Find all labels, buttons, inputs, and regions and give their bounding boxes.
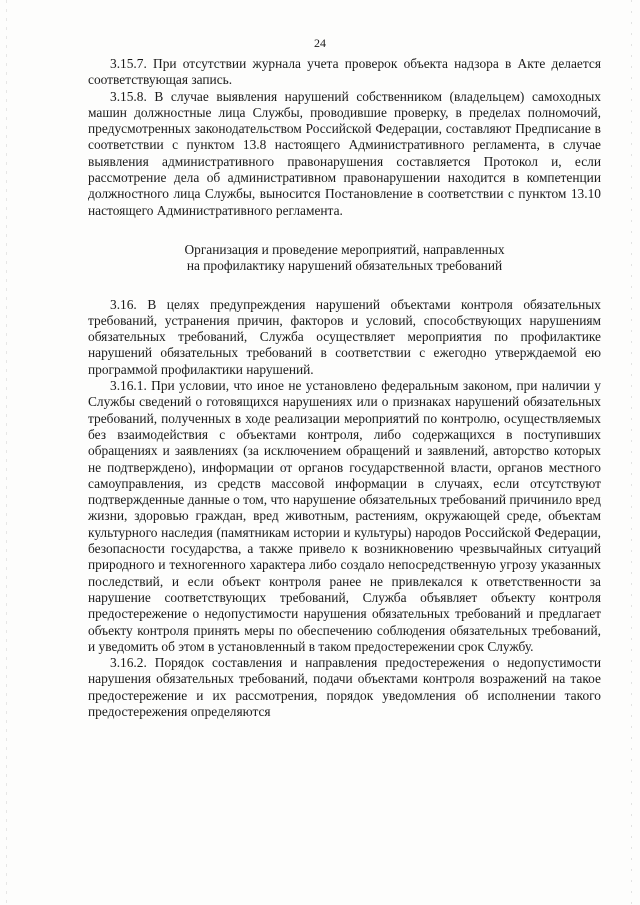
- scan-edge-right: [631, 0, 632, 905]
- paragraph-3-16: 3.16. В целях предупреждения нарушений объектами контроля обязательных требований, устранения причин, факторов и условий, способствующих нарушениям обязательных требований, Служба осуществляет мероприятия по профилактике нарушений обязательных требований в соответствии с ежегодно утверждаемой ею программой профилактики нарушений.: [88, 296, 601, 377]
- paragraph-3-15-7: 3.15.7. При отсутствии журнала учета проверок объекта надзора в Акте делается соответствующая запись.: [88, 56, 601, 88]
- section-heading-line-2: на профилактику нарушений обязательных требований: [186, 258, 503, 274]
- paragraph-3-16-1: 3.16.1. При условии, что иное не установлено федеральным законом, при наличии у Службы сведений о готовящихся нарушениях или о признаках нарушений обязательных требований, полученных в ходе реализации мероприятий по контролю, осуществляемых без взаимодействия с объектами контроля, либо содержащихся в поступивших обращениях и заявлениях (за исключением обращений и заявлений, авторство которых не подтверждено), информации от органов государственной власти, органов местного самоуправления, из средств массовой информации в случаях, если отсутствуют подтвержденные данные о том, что нарушение обязательных требований причинило вред жизни, здоровью граждан, вред животным, растениям, окружающей среде, объектам культурного наследия (памятникам истории и культуры) народов Российской Федерации, безопасности государства, а также привело к возникновению чрезвычайных ситуаций природного и техногенного характера либо создало непосредственную угрозу указанных последствий, и если объект контроля ранее не привлекался к ответственности за нарушение соответствующих требований, Служба объявляет объекту контроля предостережение о недопустимости нарушения обязательных требований и предлагает объекту контроля принять меры по обеспечению соблюдения обязательных требований, и уведомить об этом в установленный в таком предостережении срок Службу.: [88, 378, 601, 654]
- page-number: 24: [314, 36, 326, 50]
- section-heading-line-1: Организация и проведение мероприятий, направленных: [184, 241, 505, 257]
- section-heading: [88, 242, 601, 275]
- paragraph-3-16-2: 3.16.2. Порядок составления и направления предостережения о недопустимости нарушения обязательных требований, подачи объектами контроля возражений на такое предостережение и их рассмотрения, порядок уведомления об исполнении такого предостережения определяются: [88, 655, 601, 719]
- paragraph-3-15-8: 3.15.8. В случае выявления нарушений собственником (владельцем) самоходных машин должностные лица Службы, проводившие проверку, в пределах полномочий, предусмотренных законодательством Российской Федерации, составляют Предписание в соответствии с пунктом 13.8 настоящего Административного регламента, в случае выявления административного правонарушения составляется Протокол и, если рассмотрение дела об административном правонарушении находится в компетенции должностного лица Службы, выносится Постановление в соответствии с пунктом 13.10 настоящего Административного регламента.: [88, 88, 601, 218]
- scan-edge-left: [6, 0, 7, 905]
- document-body: [88, 56, 601, 720]
